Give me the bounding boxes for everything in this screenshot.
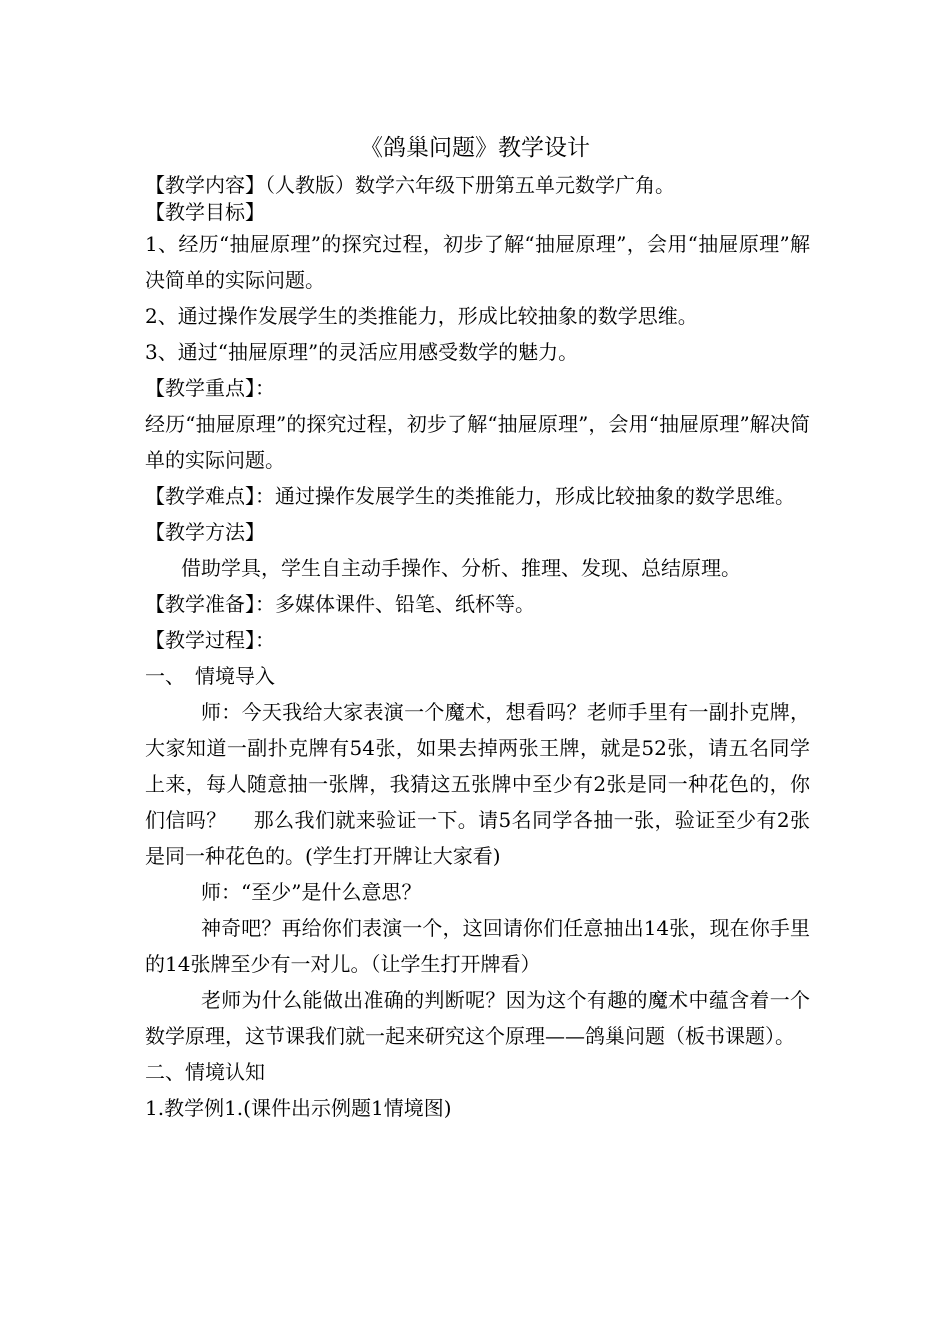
paragraph-goal-3: 3、通过“抽屉原理”的灵活应用感受数学的魅力。	[145, 340, 579, 364]
paragraph-second-trick: 神奇吧？再给你们表演一个，这回请你们任意抽出14张，现在你手里的14张牌至少有一对儿。（让学生打开牌看）	[145, 916, 810, 976]
paragraph-key-points: 经历“抽屉原理”的探究过程，初步了解“抽屉原理”，会用“抽屉原理”解决简单的实际问题。	[145, 412, 810, 472]
paragraph-difficulties: 【教学难点】：通过操作发展学生的类推能力，形成比较抽象的数学思维。	[145, 484, 795, 508]
paragraph-goal-2: 2、通过操作发展学生的类推能力，形成比较抽象的数学思维。	[145, 304, 698, 328]
paragraph-magic-trick: 师：今天我给大家表演一个魔术，想看吗？老师手里有一副扑克牌，大家知道一副扑克牌有54张，如果去掉两张王牌，就是52张，请五名同学上来，每人随意抽一张牌，我猜这五张牌中至少有2张是同一种花色的，你们信吗？ 那么我们就来验证一下。请5名同学各抽一张，验证至少有2张是同一种花色的。(学生打开牌让大家看)	[145, 700, 810, 868]
paragraph-example-1: 1.教学例1.(课件出示例题1情境图)	[145, 1096, 452, 1120]
section-heading-intro: 一、 情境导入	[145, 664, 275, 688]
paragraph-teaching-content: 【教学内容】（人教版）数学六年级下册第五单元数学广角。	[145, 173, 675, 197]
paragraph-principle-intro: 老师为什么能做出准确的判断呢？因为这个有趣的魔术中蕴含着一个数学原理，这节课我们就一起来研究这个原理——鸽巢问题（板书课题）。	[145, 988, 810, 1048]
heading-teaching-process: 【教学过程】：	[145, 628, 275, 652]
document-body	[145, 172, 810, 1126]
paragraph-teaching-method: 借助学具，学生自主动手操作、分析、推理、发现、总结原理。	[181, 556, 741, 580]
heading-teaching-method: 【教学方法】	[145, 520, 265, 544]
section-heading-cognition: 二、情境认知	[145, 1060, 265, 1084]
paragraph-at-least: 师：“至少”是什么意思？	[201, 880, 422, 904]
paragraph-goal-1: 1、经历“抽屉原理”的探究过程，初步了解“抽屉原理”，会用“抽屉原理”解决简单的实际问题。	[145, 232, 810, 292]
heading-teaching-goals: 【教学目标】	[145, 200, 265, 224]
heading-key-points: 【教学重点】：	[145, 376, 275, 400]
paragraph-preparation: 【教学准备】：多媒体课件、铅笔、纸杯等。	[145, 592, 535, 616]
document-title: 《鸽巢问题》教学设计	[360, 135, 590, 161]
